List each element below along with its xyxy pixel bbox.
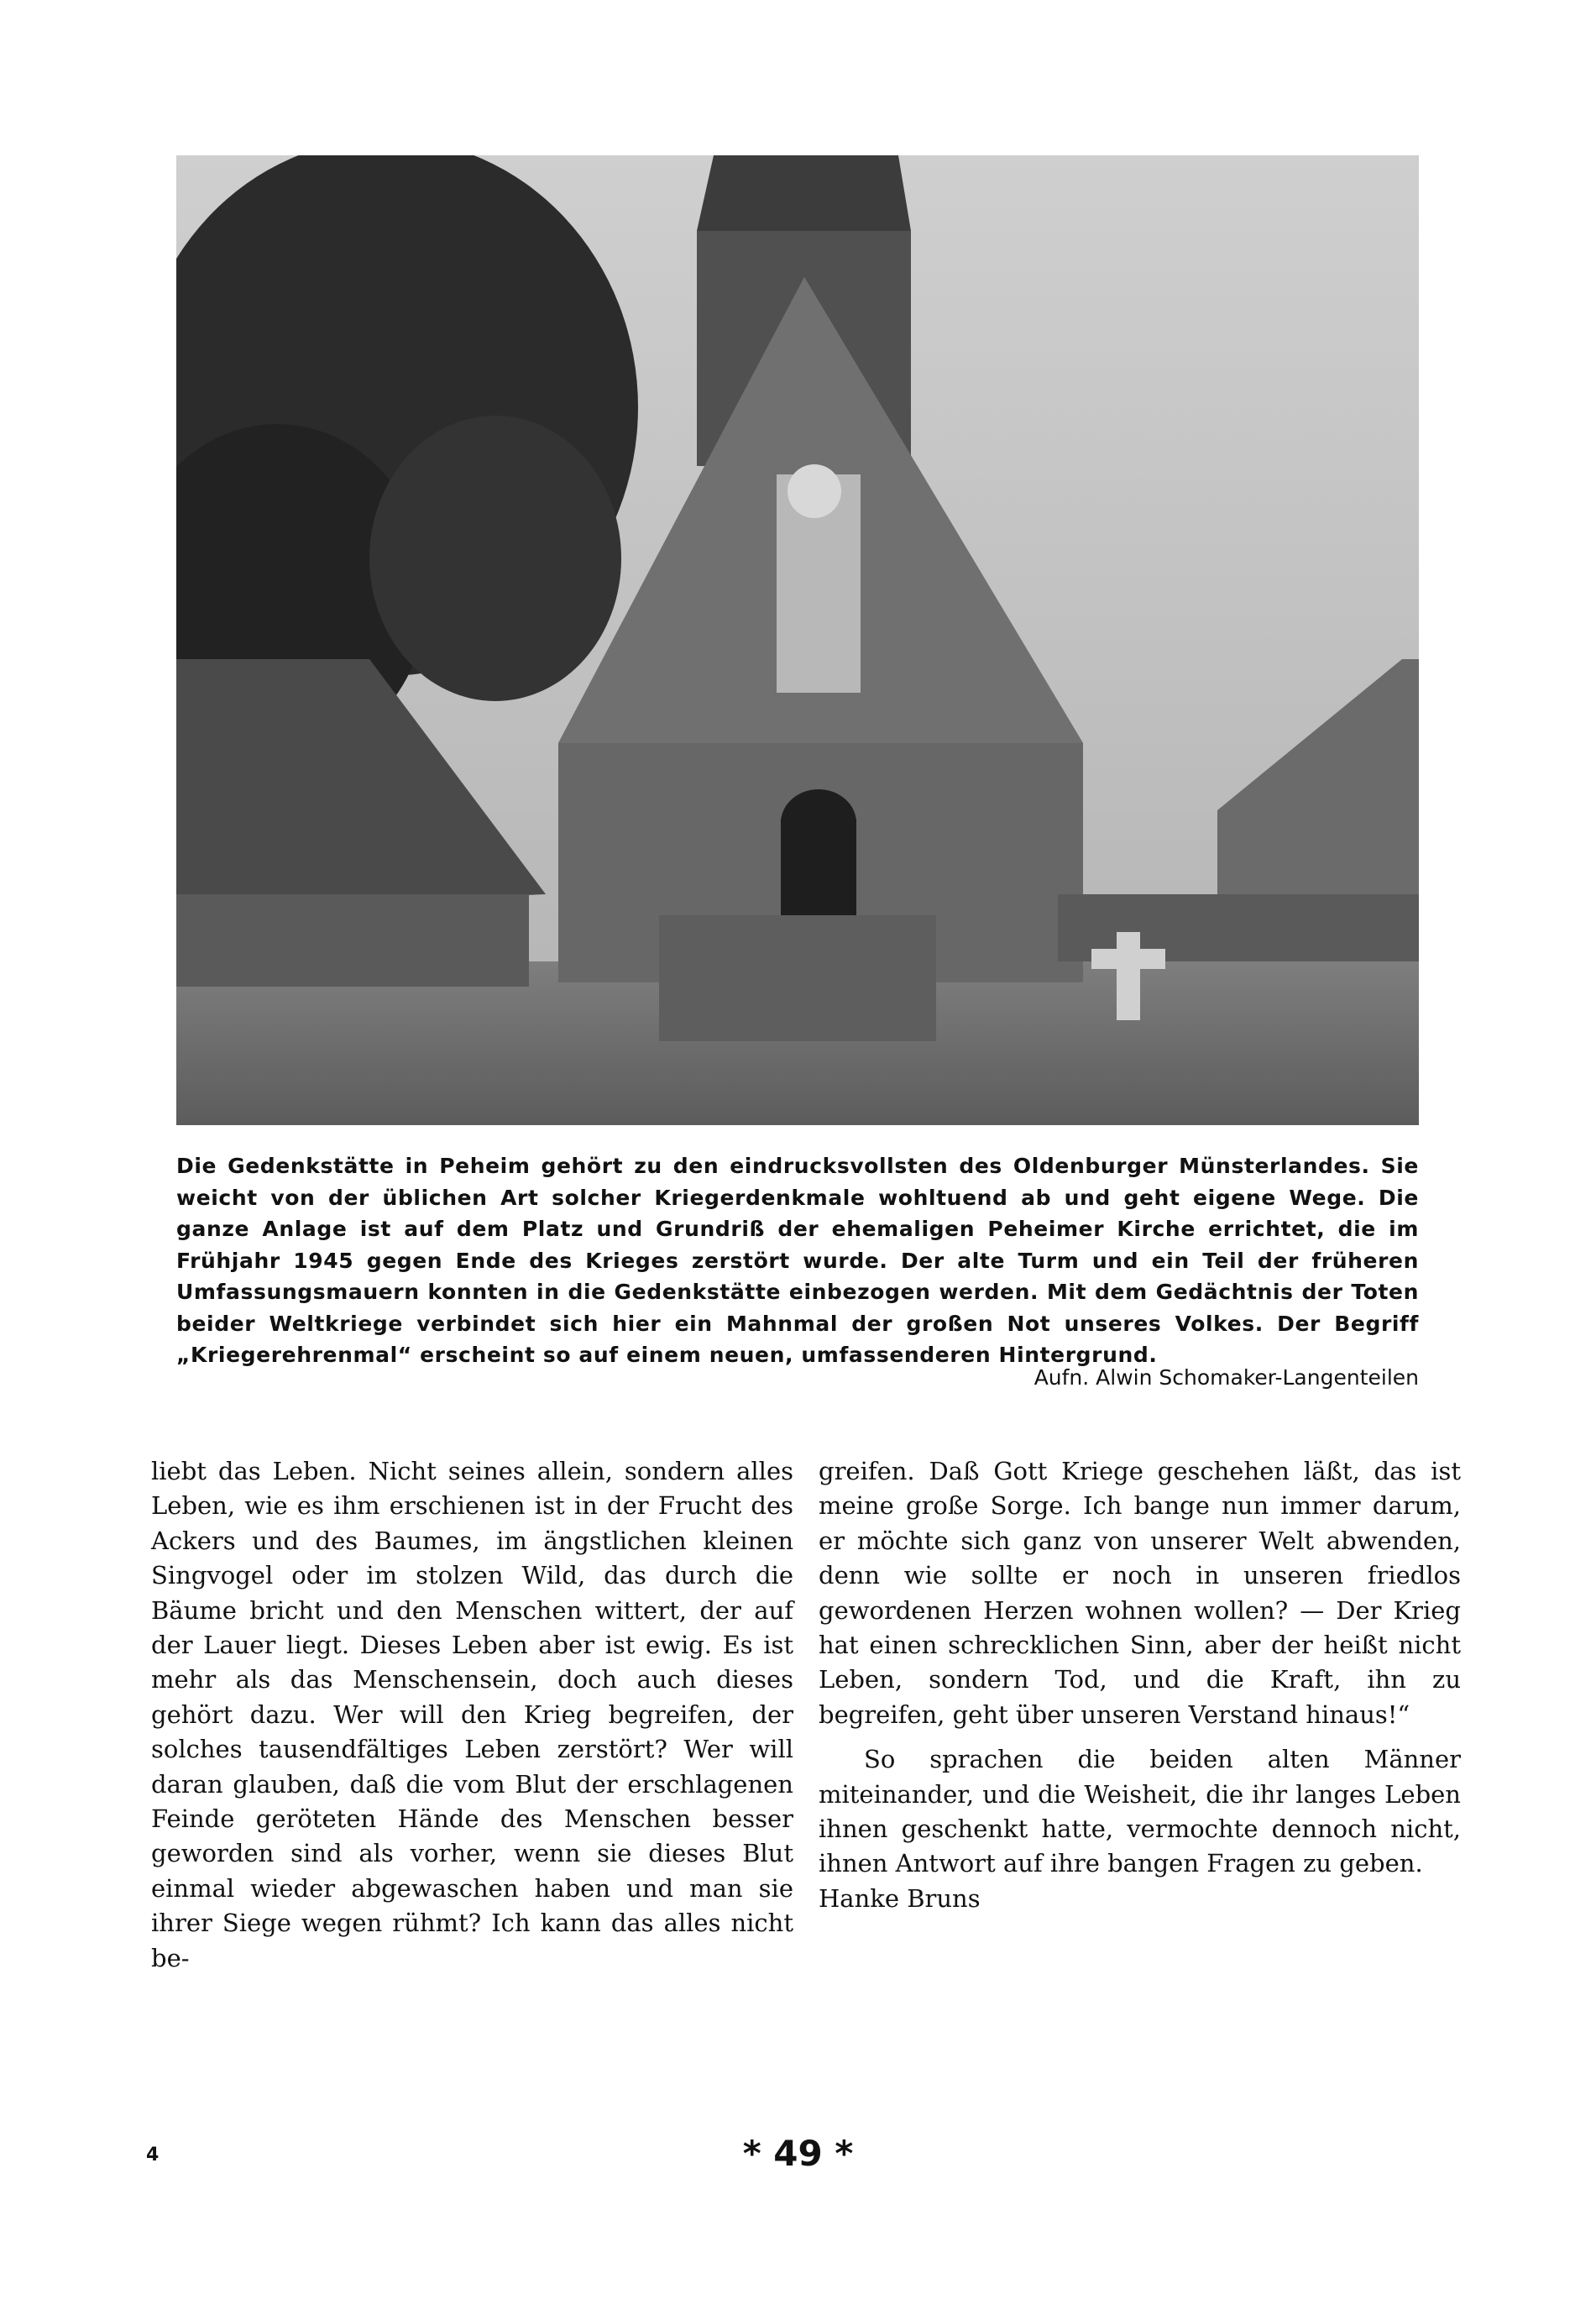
page-number: * 49 * [742,2133,854,2174]
article-paragraph: liebt das Leben. Nicht seines allein, sondern alles Leben, wie es ihm erschienen ist in der Frucht des Ackers und des Baumes, im ängstlichen kleinen Singvogel oder im stolzen Wild, das durch die Bäume bricht und den Menschen wittert, der auf der Lauer liegt. Dieses Leben aber ist ewig. Es ist mehr als das Menschensein, doch auch dieses gehört dazu. Wer will den Krieg begreifen, der solches tausendfältiges Leben zerstört? Wer will daran glauben, daß die vom Blut der erschlagenen Feinde geröteten Hände des Menschen besser geworden sind als vorher, wenn sie dieses Blut einmal wieder abgewaschen haben und man sie ihrer Siege wegen rühmt? Ich kann das alles nicht be- [151,1457,793,1972]
article-paragraph: So sprachen die beiden alten Männer miteinander, und die Weisheit, die ihr langes Leben ihnen geschenkt hatte, vermochte dennoch nicht, ihnen Antwort auf ihre bangen Fragen zu geben. [819,1745,1461,1878]
memorial-church-photo [176,155,1419,1125]
photo-caption [176,1150,1419,1371]
author-name: Hanke Bruns [819,1883,981,1913]
photo-credit: Aufn. Alwin Schomaker-Langenteilen [1033,1365,1419,1390]
footer-mark: 4 [146,2145,160,2166]
caption-text: Die Gedenkstätte in Peheim gehört zu den eindrucksvollsten des Oldenburger Münsterlandes. Sie weicht von der üblichen Art solcher Kriegerdenkmale wohltuend ab und geht eigene Wege. Die ganze Anlage ist auf dem Platz und Grundriß der ehemaligen Peheimer Kirche errichtet, die im Frühjahr 1945 gegen Ende des Krieges zerstört wurde. Der alte Turm und ein Teil der früheren Umfassungsmauern konnten in die Gedenkstätte einbezogen werden. Mit dem Gedächtnis der Toten beider Weltkriege verbindet sich hier ein Mahnmal der großen Not unseres Volkes. Der Begriff „Kriegerehrenmal“ erscheint so auf einem neuen, umfassenderen Hintergrund. [176,1154,1419,1367]
article-column-right [819,1454,1461,1916]
article-paragraph: greifen. Daß Gott Kriege geschehen läßt, das ist meine große Sorge. Ich bange nun immer darum, er möchte sich ganz von unserer Welt abwenden, denn wie sollte er noch in unseren friedlos gewordenen Herzen wohnen wollen? — Der Krieg hat einen schrecklichen Sinn, aber der heißt nicht Leben, sondern Tod, und die Kraft, ihn zu begreifen, geht über unseren Verstand hinaus!“ [819,1457,1461,1729]
article-column-left [151,1454,793,1976]
church-photo-icon [176,155,1419,1125]
